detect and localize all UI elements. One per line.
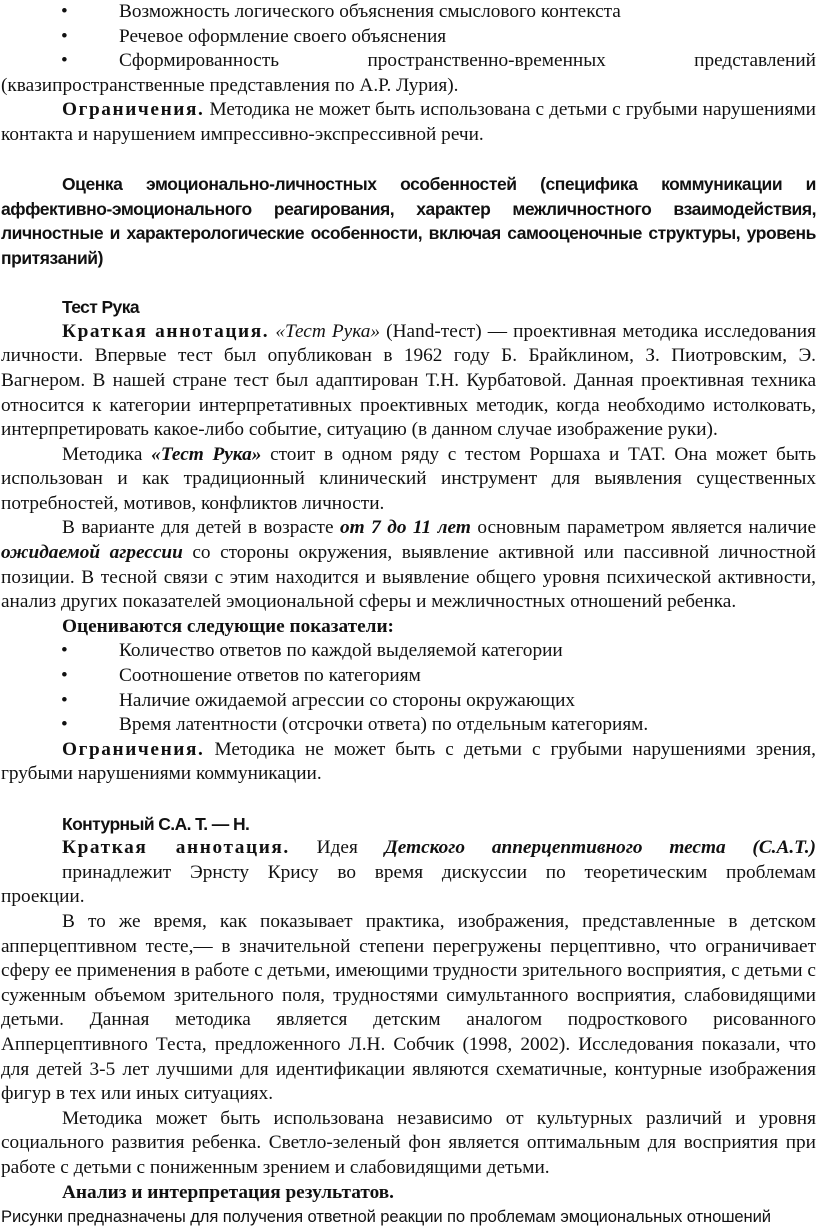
limitations-paragraph: Ограничения. Методика не может быть использована с детьми с грубыми нарушениями контакта и нарушением импрессивно-экспрессивной речи. xyxy=(1,99,816,145)
annotation-continuation: принадлежит Эрнсту Крису во время дискуссии по теоретическим проблемам xyxy=(62,861,816,883)
list-item: • Количество ответов по каждой выделяемой категории xyxy=(1,639,816,664)
list-item: • Возможность логического объяснения смыслового контекста xyxy=(1,0,816,25)
paragraph: В то же время, как показывает практика, изображения, представленные в детском апперцептивном тесте,— в значительной степени перегружены перцептивно, что ограничивает сферу ее применения в работе с детьми, имеющими трудности зрительного восприятия, с детьми с суженным объемом зрительного поля, трудностями симультанного восприятия, слабовидящими детьми. Данная методика является детским аналогом подросткового рисованного Апперцептивного Теста, предложенного Л.Н. Собчик (1998, 2002). Исследования показали, что для детей 3-5 лет лучшими для идентификации являются схематичные, контурные изображения фигур в тех или иных ситуациях. xyxy=(1,910,816,1105)
paragraph: В варианте для детей в возрасте от 7 до 11 лет основным параметром является наличие ожидаемой агрессии со стороны окружения, выявление активной или пассивной личностной позиции. В тесной связи с этим находится и выявление общего уровня психической активности, анализ других показателей эмоциональной сферы и межличностных отношений ребенка. xyxy=(1,517,816,613)
bullet-icon: • xyxy=(61,689,68,711)
bullet-icon: • xyxy=(61,714,68,736)
spacer xyxy=(1,271,816,296)
list-item xyxy=(1,49,816,74)
subsection-title: Контурный С.А. Т. — Н. xyxy=(62,813,250,834)
section-heading: Оценка эмоционально-личностных особенностей (специфика коммуникации и аффективно-эмоционального реагирования, характер межличностного взаимодействия, личностные и характерологические особенности, включая самооценочные структуры, уровень притязаний) xyxy=(1,174,816,268)
limitations-paragraph: Ограничения. Методика не может быть с детьми с грубыми нарушениями зрения, грубыми нарушениями коммуникации. xyxy=(1,738,816,785)
annotation-paragraph: Краткая аннотация. Идея Детского апперцептивного теста (С.А.Т.) xyxy=(62,837,816,859)
bullet-icon: • xyxy=(61,25,68,47)
limitations-label: Ограничения. xyxy=(62,99,205,121)
list-item: • Наличие ожидаемой агрессии со стороны окружающих xyxy=(1,689,816,714)
bullet-icon: • xyxy=(61,1,68,22)
list-item: • Речевое оформление своего объяснения xyxy=(1,25,816,50)
list-item-continuation: (квазипространственные представления по А.Р. Лурия). xyxy=(1,74,459,96)
subsection-title: Тест Рука xyxy=(62,297,139,318)
spacer xyxy=(1,148,816,173)
list-item: • Время латентности (отсрочки ответа) по отдельным категориям. xyxy=(1,713,816,738)
list-item-text: Сформированность пространственно-временных представлений xyxy=(119,50,816,72)
annotation-tail: проекции. xyxy=(1,886,85,908)
paragraph: Методика может быть использована независимо от культурных различий и уровня социального развития ребенка. Светло-зеленый фон является оптимальным для восприятия при работе с детьми с пониженным зрением и слабовидящими детьми. xyxy=(1,1107,816,1178)
spacer xyxy=(1,787,816,812)
analysis-heading: Анализ и интерпретация результатов. xyxy=(62,1181,394,1203)
list-item: • Соотношение ответов по категориям xyxy=(1,664,816,689)
bullet-icon: • xyxy=(61,50,68,72)
indicators-heading: Оцениваются следующие показатели: xyxy=(62,615,394,637)
paragraph: Методика «Тест Рука» стоит в одном ряду с тестом Роршаха и ТАТ. Она может быть использован и как традиционный клинический инструмент для выявления существенных потребностей, мотивов, конфликтов личности. xyxy=(1,443,816,514)
bullet-icon: • xyxy=(61,665,68,687)
paragraph-start: Рисунки предназначены для получения ответной реакции по проблемам эмоциональных отношений xyxy=(1,1207,771,1227)
bullet-icon: • xyxy=(61,640,68,662)
annotation-paragraph: Краткая аннотация. «Тест Рука» (Hand-тест) — проективная методика исследования личности. Впервые тест был опубликован в 1962 году Б. Брайклином, З. Пиотровским, Э. Вагнером. В нашей стране тест был адаптирован Т.Н. Курбатовой. Данная проективная техника относится к категории интерпретативных проективных методик, когда необходимо истолковать, интерпретировать какое-либо событие, ситуацию (в данном случае изображение руки). xyxy=(1,320,816,441)
